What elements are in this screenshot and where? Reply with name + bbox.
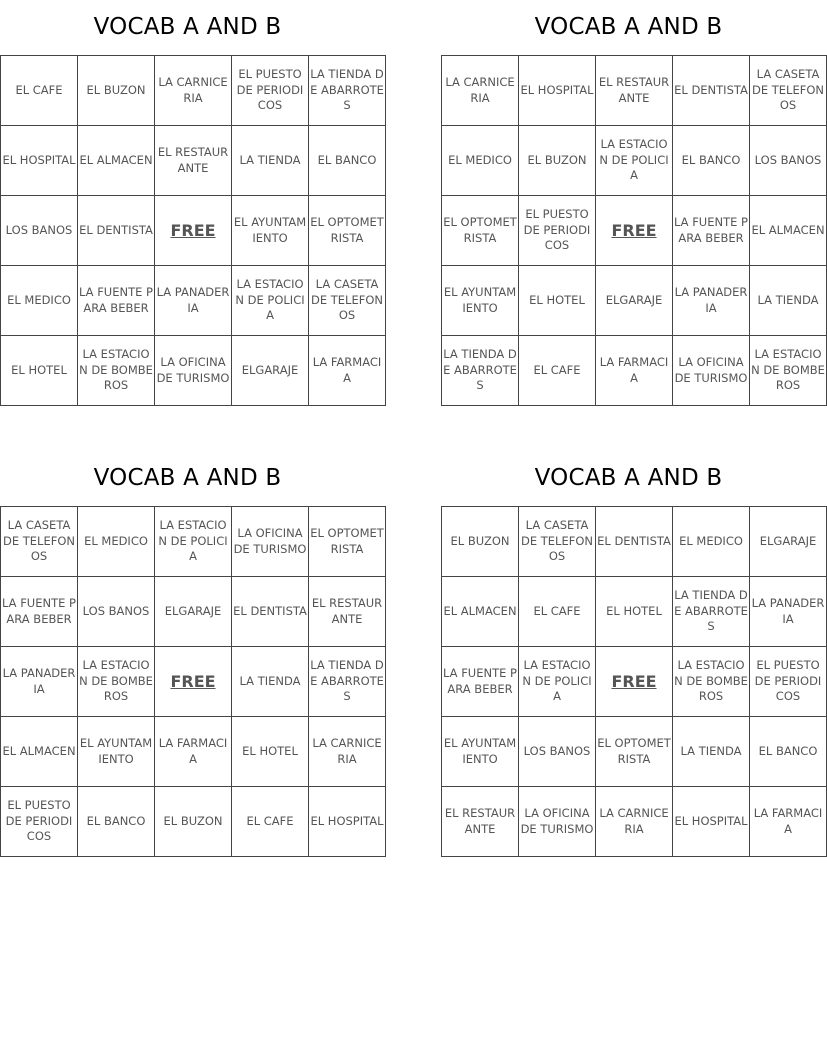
grid-row	[442, 336, 827, 406]
bingo-cell: LA PANADERIA	[750, 577, 827, 647]
bingo-cell: LA PANADERIA	[673, 266, 750, 336]
bingo-cell: LA OFICINA DE TURISMO	[519, 787, 596, 857]
bingo-grid	[0, 55, 386, 406]
bingo-cell: LA ESTACION DE BOMBEROS	[78, 647, 155, 717]
bingo-cell: EL BANCO	[673, 126, 750, 196]
bingo-cell: EL DENTISTA	[232, 577, 309, 647]
grid-row	[442, 56, 827, 126]
bingo-cell: EL AYUNTAMIENTO	[442, 266, 519, 336]
bingo-cell: ELGARAJE	[155, 577, 232, 647]
bingo-cell: EL CAFE	[232, 787, 309, 857]
card-title: VOCAB A AND B	[534, 465, 723, 491]
bingo-cell: LA CARNICERIA	[442, 56, 519, 126]
bingo-cell: LA ESTACION DE BOMBEROS	[78, 336, 155, 406]
bingo-cell: LA CASETA DE TELEFONOS	[1, 507, 78, 577]
bingo-cell: LOS BANOS	[78, 577, 155, 647]
bingo-cell: LA FARMACIA	[750, 787, 827, 857]
card-title: VOCAB A AND B	[93, 14, 282, 40]
bingo-card-3	[0, 451, 384, 857]
bingo-cell: LA TIENDA DE ABARROTES	[442, 336, 519, 406]
bingo-cell: LA CASETA DE TELEFONOS	[519, 507, 596, 577]
bingo-cell: LA FUENTE PARA BEBER	[442, 647, 519, 717]
bingo-cell: LOS BANOS	[750, 126, 827, 196]
bingo-cell: LA PANADERIA	[155, 266, 232, 336]
bingo-cell: LA ESTACION DE POLICIA	[519, 647, 596, 717]
grid-row	[1, 56, 386, 126]
bingo-cell: LOS BANOS	[1, 196, 78, 266]
grid-row	[1, 336, 386, 406]
bingo-cell: LA CARNICERIA	[596, 787, 673, 857]
grid-row	[442, 787, 827, 857]
bingo-cell: EL BANCO	[750, 717, 827, 787]
bingo-cell: LA ESTACION DE BOMBEROS	[750, 336, 827, 406]
bingo-cell: LA TIENDA DE ABARROTES	[309, 647, 386, 717]
bingo-cell: LOS BANOS	[519, 717, 596, 787]
bingo-cell: EL MEDICO	[1, 266, 78, 336]
grid-row	[442, 717, 827, 787]
bingo-cell: EL AYUNTAMIENTO	[78, 717, 155, 787]
bingo-cell: EL MEDICO	[673, 507, 750, 577]
bingo-cell: EL DENTISTA	[673, 56, 750, 126]
bingo-card-4	[441, 451, 825, 857]
bingo-cell: LA FUENTE PARA BEBER	[78, 266, 155, 336]
bingo-cell: LA FARMACIA	[309, 336, 386, 406]
bingo-cell: LA CASETA DE TELEFONOS	[750, 56, 827, 126]
bingo-card-2	[441, 0, 825, 406]
bingo-cell: EL PUESTO DE PERIODICOS	[1, 787, 78, 857]
bingo-card-1	[0, 0, 384, 406]
bingo-cell: EL OPTOMETRISTA	[596, 717, 673, 787]
bingo-cell: EL BUZON	[155, 787, 232, 857]
bingo-cell: ELGARAJE	[596, 266, 673, 336]
grid-row	[1, 266, 386, 336]
bingo-cell: EL CAFE	[519, 577, 596, 647]
grid-row	[1, 126, 386, 196]
grid-row	[442, 577, 827, 647]
grid-row	[1, 787, 386, 857]
bingo-cell: LA OFICINA DE TURISMO	[155, 336, 232, 406]
bingo-cell: EL OPTOMETRISTA	[309, 507, 386, 577]
grid-row	[442, 507, 827, 577]
bingo-grid	[441, 55, 827, 406]
bingo-cell: LA FUENTE PARA BEBER	[673, 196, 750, 266]
bingo-cell: EL BUZON	[519, 126, 596, 196]
grid-row	[1, 647, 386, 717]
bingo-cell: EL MEDICO	[442, 126, 519, 196]
bingo-cell: EL ALMACEN	[78, 126, 155, 196]
bingo-cell: EL HOSPITAL	[309, 787, 386, 857]
grid-row	[442, 266, 827, 336]
bingo-cell: EL RESTAURANTE	[309, 577, 386, 647]
grid-row	[1, 196, 386, 266]
bingo-cell: EL MEDICO	[78, 507, 155, 577]
bingo-cell: EL BUZON	[442, 507, 519, 577]
bingo-cell: EL HOTEL	[519, 266, 596, 336]
free-space: FREE	[155, 196, 232, 266]
bingo-cell: EL RESTAURANTE	[442, 787, 519, 857]
bingo-cell: LA CARNICERIA	[155, 56, 232, 126]
bingo-cell: LA ESTACION DE BOMBEROS	[673, 647, 750, 717]
bingo-cell: LA TIENDA	[673, 717, 750, 787]
bingo-grid	[441, 506, 827, 857]
bingo-cell: LA FARMACIA	[155, 717, 232, 787]
bingo-cell: LA PANADERIA	[1, 647, 78, 717]
bingo-cell: EL BANCO	[309, 126, 386, 196]
bingo-cell: EL HOTEL	[596, 577, 673, 647]
bingo-cell: LA TIENDA	[232, 126, 309, 196]
bingo-cell: LA OFICINA DE TURISMO	[673, 336, 750, 406]
bingo-cell: EL ALMACEN	[750, 196, 827, 266]
card-title: VOCAB A AND B	[534, 14, 723, 40]
bingo-cell: EL OPTOMETRISTA	[309, 196, 386, 266]
bingo-cell: LA TIENDA DE ABARROTES	[673, 577, 750, 647]
grid-row	[442, 126, 827, 196]
bingo-cell: EL HOTEL	[1, 336, 78, 406]
bingo-cell: LA CARNICERIA	[309, 717, 386, 787]
free-space: FREE	[155, 647, 232, 717]
bingo-cell: EL HOTEL	[232, 717, 309, 787]
grid-row	[442, 196, 827, 266]
bingo-cell: EL BUZON	[78, 56, 155, 126]
bingo-cell: EL CAFE	[1, 56, 78, 126]
bingo-cell: EL CAFE	[519, 336, 596, 406]
bingo-cell: LA TIENDA	[232, 647, 309, 717]
bingo-cell: ELGARAJE	[750, 507, 827, 577]
bingo-cell: LA CASETA DE TELEFONOS	[309, 266, 386, 336]
bingo-cell: EL DENTISTA	[78, 196, 155, 266]
bingo-grid	[0, 506, 386, 857]
bingo-cell: EL AYUNTAMIENTO	[442, 717, 519, 787]
bingo-cell: LA ESTACION DE POLICIA	[232, 266, 309, 336]
bingo-cell: LA TIENDA DE ABARROTES	[309, 56, 386, 126]
grid-row	[442, 647, 827, 717]
bingo-cell: EL DENTISTA	[596, 507, 673, 577]
bingo-cell: EL AYUNTAMIENTO	[232, 196, 309, 266]
free-space: FREE	[596, 647, 673, 717]
bingo-cell: LA ESTACION DE POLICIA	[596, 126, 673, 196]
bingo-cell: EL HOSPITAL	[1, 126, 78, 196]
bingo-cell: LA OFICINA DE TURISMO	[232, 507, 309, 577]
bingo-cell: LA ESTACION DE POLICIA	[155, 507, 232, 577]
bingo-cell: EL ALMACEN	[1, 717, 78, 787]
bingo-cell: ELGARAJE	[232, 336, 309, 406]
bingo-cell: EL HOSPITAL	[519, 56, 596, 126]
bingo-cell: EL RESTAURANTE	[155, 126, 232, 196]
bingo-cell: EL OPTOMETRISTA	[442, 196, 519, 266]
bingo-cell: LA FUENTE PARA BEBER	[1, 577, 78, 647]
free-space: FREE	[596, 196, 673, 266]
bingo-cell: EL ALMACEN	[442, 577, 519, 647]
bingo-cell: EL HOSPITAL	[673, 787, 750, 857]
card-title: VOCAB A AND B	[93, 465, 282, 491]
bingo-cell: LA TIENDA	[750, 266, 827, 336]
grid-row	[1, 717, 386, 787]
bingo-cell: EL BANCO	[78, 787, 155, 857]
bingo-cell: EL RESTAURANTE	[596, 56, 673, 126]
bingo-cell: EL PUESTO DE PERIODICOS	[750, 647, 827, 717]
grid-row	[1, 507, 386, 577]
bingo-cell: LA FARMACIA	[596, 336, 673, 406]
bingo-cell: EL PUESTO DE PERIODICOS	[232, 56, 309, 126]
grid-row	[1, 577, 386, 647]
bingo-cell: EL PUESTO DE PERIODICOS	[519, 196, 596, 266]
